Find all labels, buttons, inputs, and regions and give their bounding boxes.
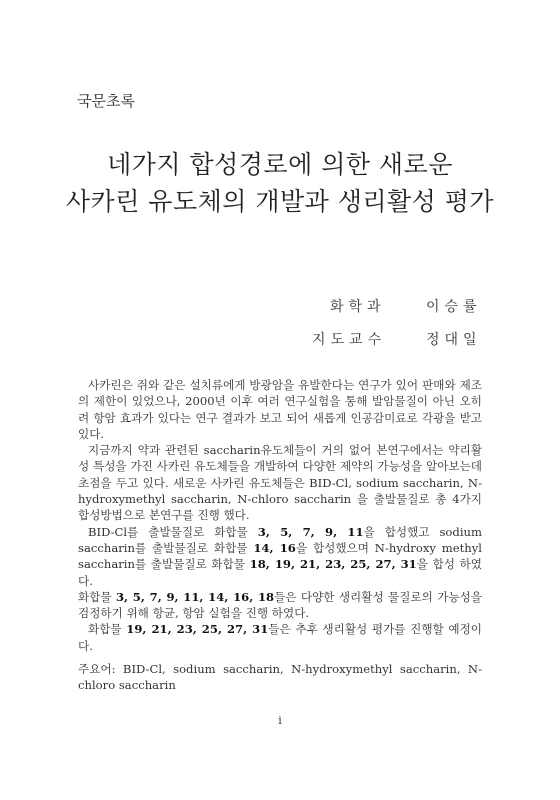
text-run: 들은 다양한 생리활성 물질로의 가능성을 검정하기 위해 항균, 항암 실험을 진행 하였다. xyxy=(78,589,482,621)
author-name: 이승률 xyxy=(426,299,482,315)
keywords: 주요어: BID-Cl, sodium saccharin, N-hydroxymethyl saccharin, N-chloro saccharin xyxy=(78,662,482,693)
compound-numbers: 14, 16 xyxy=(253,540,296,555)
abstract-body xyxy=(78,377,482,694)
page-number: i xyxy=(278,714,282,727)
text-run: 을 합성 하였다. xyxy=(78,557,483,588)
text-run: 을 합성했으며 N-hydroxy methyl saccharin를 출발물질로 화합물 xyxy=(78,540,483,572)
abstract-paragraph-1: 사카린은 쥐와 같은 설치류에게 방광암을 유발한다는 연구가 있어 판매와 제조의 제한이 있었으나, 2000년 이후 여러 연구실험을 통해 발암물질이 아닌 오히려 항암 효과가 있다는 연구 결과가 보고 되어 새롭게 인공감미료로 각광을 받고있다. xyxy=(78,378,482,441)
department-label: 화학과 xyxy=(330,299,386,315)
text-run: 들은 추후 생리활성 평가를 진행할 예정이다. xyxy=(78,622,482,653)
title-line-2: 사카린 유도체의 개발과 생리활성 평가 xyxy=(65,187,495,216)
text-run: 화합물 xyxy=(88,622,127,637)
compound-numbers: 3, 5, 7, 9, 11, 14, 16, 18 xyxy=(115,589,275,604)
compound-numbers: 3, 5, 7, 9, 11 xyxy=(257,524,364,539)
text-run: 을 합성했고 sodium saccharin를 출발물질로 화합물 xyxy=(78,524,482,555)
advisor-name: 정대일 xyxy=(426,332,482,348)
abstract-paragraph-5 xyxy=(78,621,482,654)
text-run: BID-Cl를 출발물질로 화합물 xyxy=(88,524,258,539)
abstract-paragraph-3 xyxy=(78,524,482,589)
section-label: 국문초록 xyxy=(77,92,135,110)
title-line-1: 네가지 합성경로에 의한 새로운 xyxy=(107,150,453,179)
text-run: 화합물 xyxy=(78,589,116,604)
abstract-paragraph-4 xyxy=(78,589,482,622)
compound-numbers: 18, 19, 21, 23, 25, 27, 31 xyxy=(249,557,417,572)
abstract-paragraph-2: 지금까지 약과 관련된 saccharin유도체들이 거의 없어 본연구에서는 약리활성 특성을 가진 사카린 유도체들을 개발하여 다양한 제약의 가능성을 알아보는데 초점을 두고 있다. 새로운 사카린 유도체들은 BID-Cl, sodium saccharin, N-hydroxymethyl saccharin, N-chloro saccharin 을 출발물질로 총 4가지 합성방법으로 본연구를 진행 했다. xyxy=(78,443,482,523)
compound-numbers: 19, 21, 23, 25, 27, 31 xyxy=(126,622,269,637)
advisor-label: 지도교수 xyxy=(312,332,387,348)
